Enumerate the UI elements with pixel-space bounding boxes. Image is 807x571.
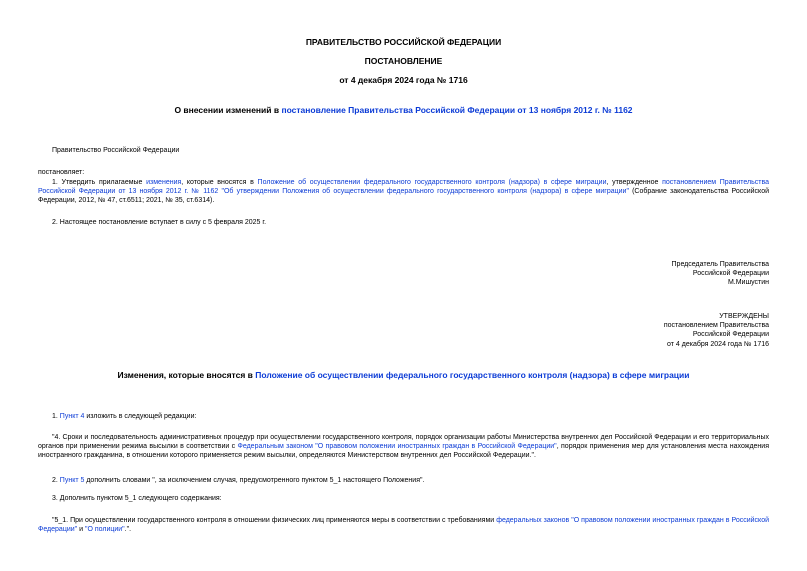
signature-line-2: Российской Федерации [692, 270, 769, 278]
quote-4-text-2: , порядок применения мер для установления места нахождения иностранного гражданина, в отношении которого применяется режим высылки, определяются Министерством внутренних дел Российской Федерации.". [38, 443, 769, 460]
doc-title [0, 105, 807, 116]
item-1-number: 1. [52, 413, 60, 420]
item-2-number: 2. [52, 477, 60, 484]
approved-line-1: УТВЕРЖДЕНЫ [719, 313, 769, 320]
item-1 [52, 412, 196, 421]
signature-line-1: Председатель Правительства [671, 261, 769, 268]
quote-point-4 [38, 433, 769, 461]
item-2 [52, 476, 424, 485]
point-5-link[interactable]: Пункт 5 [59, 477, 85, 484]
quote-51-text-3: .". [124, 526, 132, 534]
approved-block [664, 312, 769, 349]
quote-51-text-2: и [77, 526, 85, 534]
item-2-text: дополнить словами ", за исключением случая, предусмотренного пунктом 5_1 настоящего Положения". [84, 477, 425, 484]
point-4-link[interactable]: Пункт 4 [59, 413, 85, 420]
p1-text-1: 1. Утвердить прилагаемые [52, 179, 147, 186]
changes-title-link[interactable]: Положение об осуществлении федерального государственного контроля (надзора) в сфере миграции [255, 370, 690, 380]
quote-51-text-1: "5_1. При осуществлении государственного контроля в отношении физических лиц применяются меры в соответствии с требованиями [52, 517, 497, 524]
government-heading: ПРАВИТЕЛЬСТВО РОССИЙСКОЙ ФЕДЕРАЦИИ [305, 37, 502, 47]
signature-block [672, 260, 769, 288]
approved-line-2: постановлением Правительства [663, 322, 769, 330]
item-3: 3. Дополнить пунктом 5_1 следующего содержания: [52, 495, 222, 502]
doc-date-number: от 4 декабря 2024 года № 1716 [339, 75, 468, 85]
p1-text-4: (Собрание законодательства Российской Федерации, 2012, № 47, ст.6511; 2021, № 35, ст.6314). [38, 188, 769, 205]
decrees-text: постановляет: [38, 169, 85, 176]
resolution-1162-link[interactable]: постановлением Правительства Российской Федерации от 13 ноября 2012 г. № 1162 "Об утверждении Положения об осуществлении федерального государственного контроля (надзора) в сфере миграции" [38, 179, 769, 196]
paragraph-2: 2. Настоящее постановление вступает в силу с 5 февраля 2025 г. [52, 219, 267, 226]
quote-point-5-1 [38, 516, 769, 534]
item-1-text: изложить в следующей редакции: [84, 413, 197, 420]
changes-link[interactable]: изменения [146, 179, 182, 186]
approved-line-4: от 4 декабря 2024 года № 1716 [667, 340, 769, 348]
quote-4-text-1: "4. Сроки и последовательность административных процедур при осуществлении государственного контроля, порядок организации работы Министерства внутренних дел Российской Федерации и его территориальных органов при применении режима высылки в соответствии с [38, 434, 769, 451]
signature-name: М.Мишустин [727, 279, 769, 287]
changes-title [0, 370, 807, 381]
p1-text-2: , которые вносятся в [181, 179, 258, 186]
doc-title-text: О внесении изменений в [174, 105, 282, 115]
p1-text-3: , утвержденное [606, 179, 663, 186]
paragraph-1 [38, 178, 769, 206]
changes-title-text: Изменения, которые вносятся в [117, 370, 256, 380]
issuer-text: Правительство Российской Федерации [52, 147, 180, 154]
regulation-link[interactable]: Положение об осуществлении федерального государственного контроля (надзора) в сфере миграции [257, 179, 607, 186]
doc-type-heading: ПОСТАНОВЛЕНИЕ [364, 56, 443, 66]
federal-laws-link[interactable]: федеральных законов "О правовом положении иностранных граждан в Российской Федерации" [38, 517, 769, 534]
police-law-link[interactable]: "О полиции" [84, 526, 125, 534]
federal-law-link[interactable]: Федеральным законом "О правовом положении иностранных граждан в Российской Федерации" [237, 443, 557, 451]
doc-title-link[interactable]: постановление Правительства Российской Федерации от 13 ноября 2012 г. № 1162 [281, 105, 633, 115]
approved-line-3: Российской Федерации [692, 331, 769, 339]
